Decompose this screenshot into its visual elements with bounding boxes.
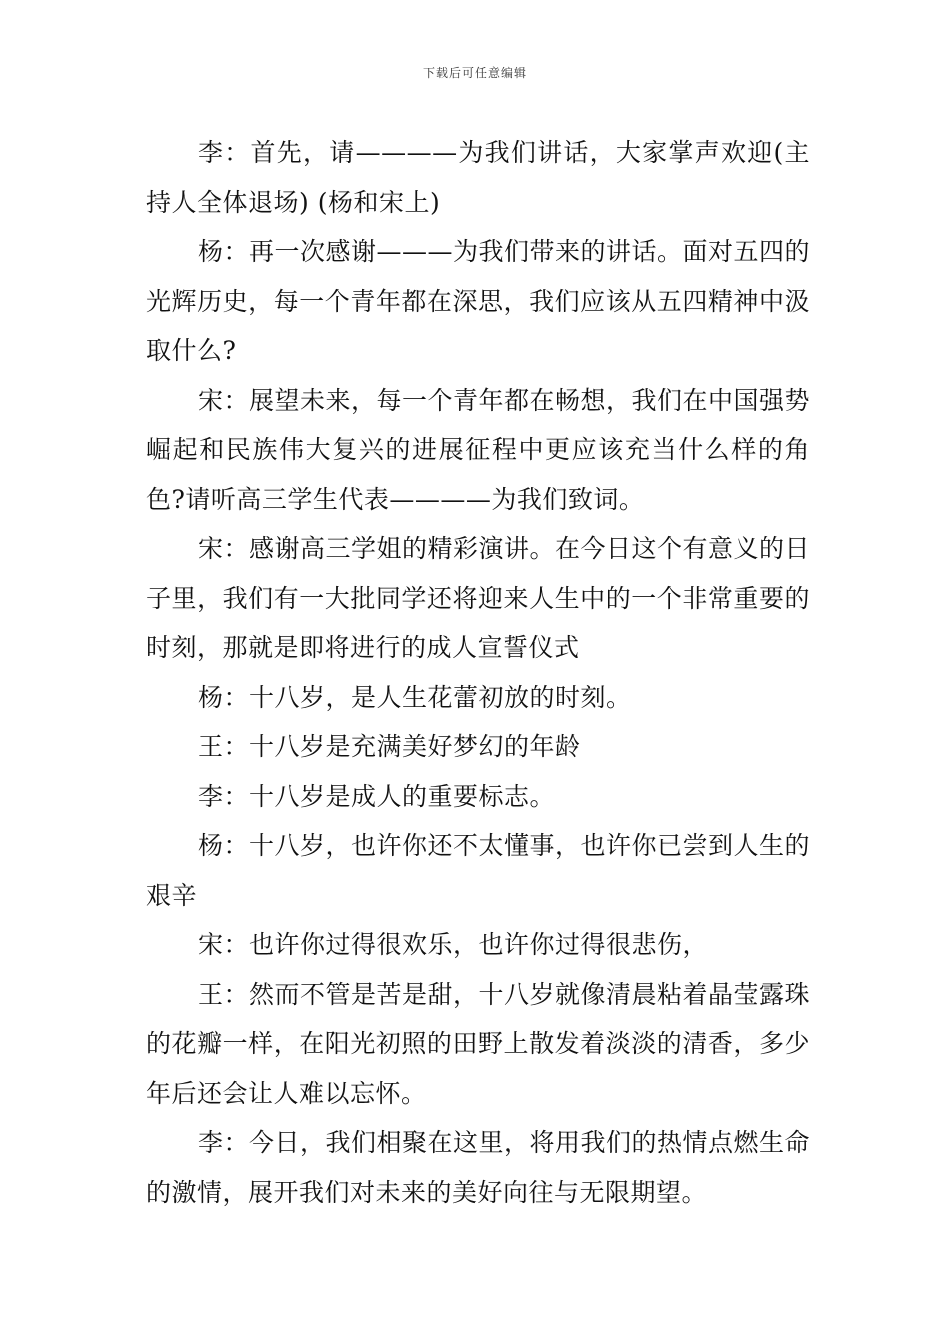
- paragraph-1: 李：首先，请————为我们讲话，大家掌声欢迎(主持人全体退场) (杨和宋上): [146, 138, 810, 217]
- paragraph-8: 杨：十八岁，也许你还不太懂事，也许你已尝到人生的艰辛: [146, 831, 811, 910]
- paragraph-10: 王：然而不管是苦是甜，十八岁就像清晨粘着晶莹露珠的花瓣一样，在阳光初照的田野上散发着淡淡的清香，多少年后还会让人难以忘怀。: [146, 979, 811, 1108]
- page-header-note: 下载后可任意编辑: [422, 66, 527, 80]
- document-body: [146, 128, 810, 1217]
- paragraph-2: 杨：再一次感谢———为我们带来的讲话。面对五四的光辉历史，每一个青年都在深思，我们应该从五四精神中汲取什么?: [146, 237, 811, 365]
- paragraph-6: 王：十八岁是充满美好梦幻的年龄: [198, 732, 581, 761]
- paragraph-11: 李：今日，我们相聚在这里，将用我们的热情点燃生命的激情，展开我们对未来的美好向往与无限期望。: [146, 1128, 811, 1207]
- paragraph-5: 杨：十八岁，是人生花蕾初放的时刻。: [198, 682, 632, 712]
- paragraph-7: 李：十八岁是成人的重要标志。: [198, 781, 556, 811]
- paragraph-3: 宋：展望未来，每一个青年都在畅想，我们在中国强势崛起和民族伟大复兴的进展征程中更应该充当什么样的角色?请听高三学生代表————为我们致词。: [146, 385, 811, 514]
- paragraph-4: 宋：感谢高三学姐的精彩演讲。在今日这个有意义的日子里，我们有一大批同学还将迎来人生中的一个非常重要的时刻，那就是即将进行的成人宣誓仪式: [146, 534, 811, 662]
- paragraph-9: 宋：也许你过得很欢乐，也许你过得很悲伤，: [198, 930, 709, 959]
